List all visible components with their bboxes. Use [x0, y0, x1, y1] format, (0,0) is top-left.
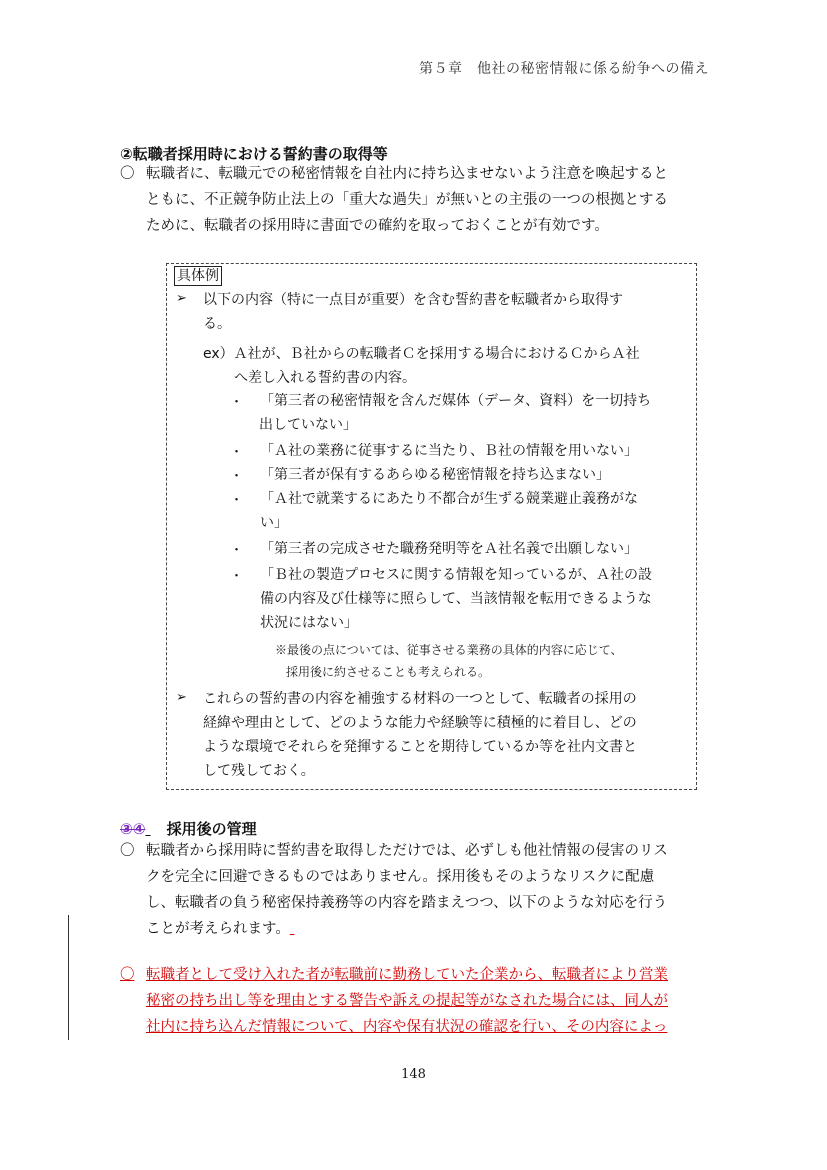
- text-line: 「第三者の完成させた職務発明等をＡ社名義で出願しない」: [260, 541, 638, 557]
- text-line: 社内に持ち込んだ情報について、内容や保有状況の確認を行い、その内容によっ: [146, 1019, 668, 1035]
- arrow-bullet-icon: ➢: [176, 291, 187, 306]
- pledge-item: [260, 563, 652, 635]
- text-line: 転職者として受け入れた者が転職前に勤務していた企業から、転職者により営業: [146, 967, 668, 983]
- text-line: い」: [260, 515, 288, 531]
- revision-change-bar: [68, 915, 69, 1040]
- deleted-section-number: ③④: [120, 820, 146, 838]
- pledge-item: [260, 537, 638, 561]
- circle-mark: 〇: [120, 166, 135, 182]
- bullet-dot: ・: [230, 569, 244, 584]
- text-line: ために、転職者の採用時に書面での確約を取っておくことが有効です。: [146, 218, 609, 234]
- text-line: 秘密の持ち出し等を理由とする警告や訴えの提起等がなされた場合には、同人が: [146, 993, 668, 1009]
- text-line: ex）Ａ社が、Ｂ社からの転職者Ｃを採用する場合におけるＣからＡ社: [203, 346, 640, 362]
- example-ex: [203, 342, 640, 390]
- arrow-bullet-icon: ➢: [176, 690, 187, 705]
- pledge-item: [260, 389, 651, 437]
- text-line: 「第三者が保有するあらゆる秘密情報を持ち込まない」: [260, 467, 610, 483]
- example-box: [166, 263, 697, 790]
- text-line: る。: [203, 316, 231, 332]
- text-line: し、転職者の負う秘密保持義務等の内容を踏まえつつ、以下のような対応を行う: [146, 895, 668, 911]
- text-line: 備の内容及び仕様等に照らして、当該情報を転用できるような: [260, 591, 652, 607]
- section-heading-recruit-pledge: ②転職者採用時における誓約書の取得等: [120, 145, 388, 163]
- text-line: 採用後に約させることも考えられる。: [286, 665, 491, 679]
- text-line: 「Ａ社で就業するにあたり不都合が生ずる競業避止義務がな: [260, 491, 638, 507]
- text-line: 「第三者の秘密情報を含んだ媒体（データ、資料）を一切持ち: [260, 393, 652, 409]
- pledge-item: [260, 487, 638, 535]
- page-number: 148: [401, 1067, 426, 1082]
- circle-mark: 〇: [120, 843, 135, 859]
- text-line: して残しておく。: [203, 763, 315, 779]
- pledge-item: [260, 463, 610, 487]
- text-line: 転職者から採用時に誓約書を取得しただけでは、必ずしも他社情報の侵害のリス: [146, 843, 668, 859]
- text-line: へ差し入れる誓約書の内容。: [234, 370, 416, 386]
- text-line: 「Ａ社の業務に従事するに当たり、Ｂ社の情報を用いない」: [260, 443, 638, 459]
- text-line: クを完全に回避できるものではありません。採用後もそのようなリスクに配慮: [146, 869, 655, 885]
- section-heading-post-hire: [120, 818, 257, 839]
- text-line: ことが考えられます。: [146, 921, 290, 937]
- text-line: 経緯や理由として、どのような能力や経験等に積極的に着目し、どの: [203, 715, 637, 731]
- bullet-dot: ・: [230, 445, 244, 460]
- bullet-dot: ・: [230, 543, 244, 558]
- text-line: 転職者に、転職元での秘密情報を自社内に持ち込ませないよう注意を喚起すると: [146, 166, 668, 182]
- paragraph-post-hire: [120, 838, 700, 942]
- chapter-header: 第５章 他社の秘密情報に係る紛争への備え: [419, 61, 709, 77]
- text-line: 状況にはない」: [260, 615, 358, 631]
- example-item-1: [203, 288, 623, 336]
- text-line: 「Ｂ社の製造プロセスに関する情報を知っているが、Ａ社の設: [260, 567, 652, 583]
- pledge-item: [260, 439, 638, 463]
- text-line: ような環境でそれらを発揮することを期待しているか等を社内文書と: [203, 739, 637, 755]
- text-line: これらの誓約書の内容を補強する材料の一つとして、転職者の採用の: [203, 691, 637, 707]
- example-item-2: [203, 687, 637, 783]
- bullet-dot: ・: [230, 493, 244, 508]
- text-line: 以下の内容（特に一点目が重要）を含む誓約書を転職者から取得す: [203, 292, 623, 308]
- paragraph-pledge-intro: [120, 161, 700, 239]
- text-line: ※最後の点については、従事させる業務の具体的内容に応じて、: [275, 643, 623, 657]
- paragraph-revision: [120, 962, 700, 1040]
- bullet-dot: ・: [230, 395, 244, 410]
- section-title: 採用後の管理: [166, 820, 257, 838]
- text-line: 出していない」: [259, 417, 357, 433]
- bullet-dot: ・: [230, 469, 244, 484]
- circle-mark: 〇: [120, 967, 135, 983]
- text-line: ともに、不正競争防止法上の「重大な過失」が無いとの主張の一つの根拠とする: [146, 192, 668, 208]
- example-box-title: 具体例: [174, 266, 222, 286]
- footnote: [275, 639, 623, 683]
